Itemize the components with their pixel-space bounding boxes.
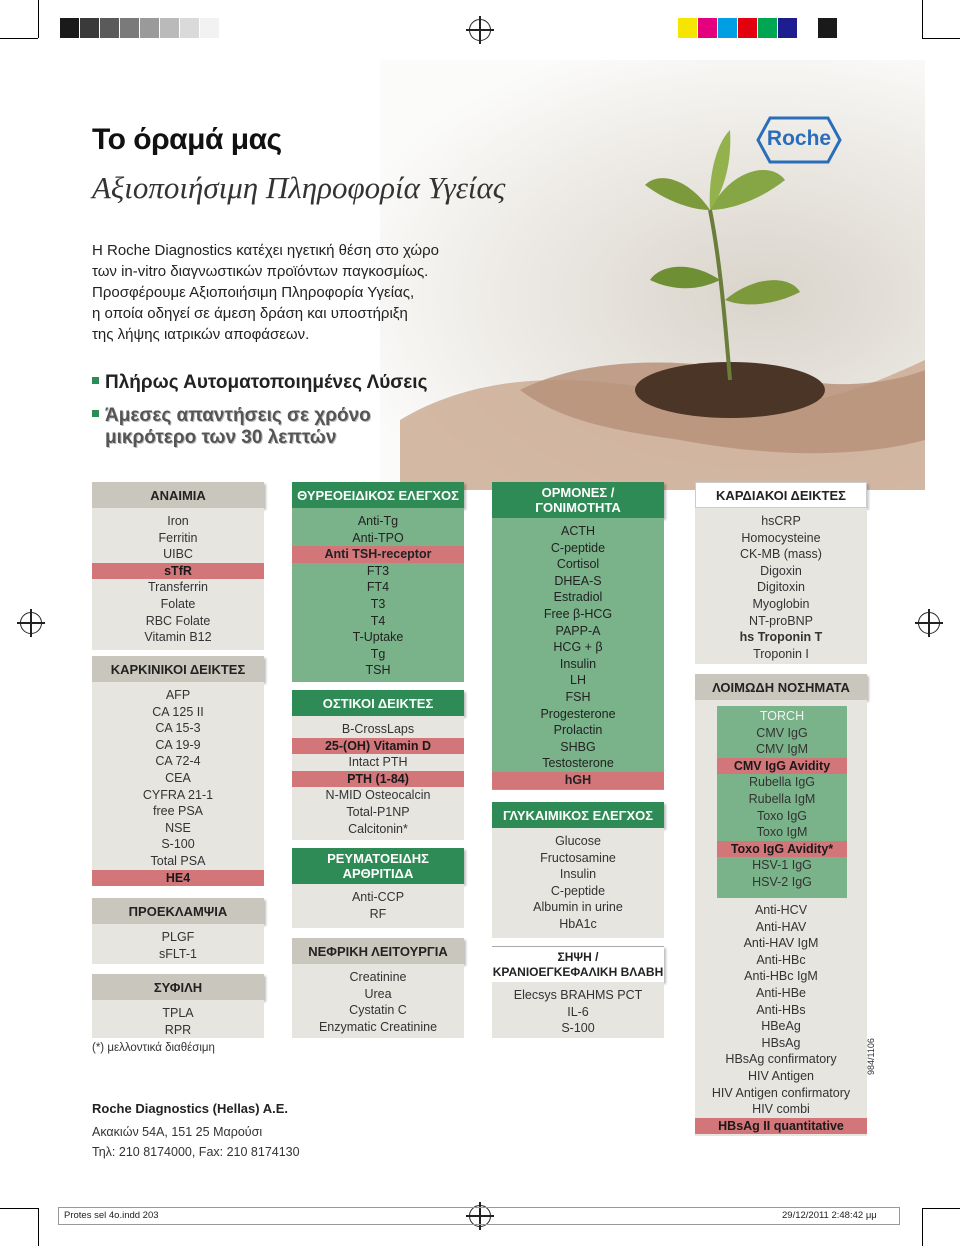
list-item: Anti-HAV (755, 919, 807, 934)
list-item: TORCH (759, 709, 805, 723)
list-item: Rubella IgM (748, 791, 816, 806)
list-item: C-peptide (550, 883, 606, 898)
bullet-square-icon (92, 410, 99, 417)
list-item: Progesterone (540, 706, 616, 721)
list-item: Folate (160, 596, 196, 611)
list-item: RBC Folate (145, 613, 211, 628)
list-item: T3 (370, 596, 386, 611)
list-item: Fructosamine (540, 850, 616, 865)
panel-body-loimodi (695, 700, 867, 1136)
list-item: CEA (165, 770, 191, 785)
list-item: CA 19-9 (155, 737, 201, 752)
bullet-text: μικρότερο των 30 λεπτών (105, 427, 337, 448)
panel-body-thyreoeidikos (292, 508, 464, 682)
panel-body-karkinikoi (92, 682, 264, 886)
list-item: Cortisol (556, 557, 600, 572)
company-address: Ακακιών 54Α, 151 25 Μαρούσι (92, 1125, 263, 1139)
list-item: T4 (370, 613, 386, 628)
bullet-automation (92, 372, 427, 394)
list-item: CA 72-4 (155, 754, 201, 769)
registration-mark-right (918, 612, 940, 634)
color-swatch (718, 18, 737, 38)
list-item: Cystatin C (349, 1003, 407, 1018)
torch-list (717, 708, 847, 891)
roche-logo (756, 116, 842, 164)
list-item: Toxo IgG (756, 808, 808, 823)
intro-line: Προσφέρουμε Αξιοποιήσιμη Πληροφορία Υγείας, (92, 284, 415, 301)
list-item: FSH (565, 689, 591, 704)
list-item: Glucose (555, 834, 601, 848)
list-item: HIV Antigen (747, 1068, 814, 1083)
list-item: SHBG (560, 739, 596, 754)
list-item: Intact PTH (348, 755, 408, 770)
list-item: Ferritin (158, 530, 198, 545)
color-swatch (678, 18, 697, 38)
list-item: Anti-TPO (352, 530, 404, 545)
print-code: 984/1106 (866, 1038, 876, 1075)
list-item: Anti-HBe (755, 985, 807, 1000)
list-item: CA 15-3 (155, 721, 201, 736)
list-item: S-100 (561, 1021, 595, 1036)
list-item: PLGF (161, 930, 195, 944)
list-item: HBsAg II quantitative (695, 1118, 867, 1135)
registration-mark-left (20, 612, 42, 634)
list-item: Calcitonin* (348, 821, 408, 836)
list-item: Anti-HAV IgM (743, 936, 819, 951)
color-swatch (200, 18, 219, 38)
color-swatch (120, 18, 139, 38)
panel-body-glykaimikos (492, 828, 664, 938)
list-item: TSH (365, 663, 391, 678)
list-item: PTH (1-84) (292, 771, 464, 788)
panel-header-sipsi: ΣΗΨΗ / ΚΡΑΝΙΟΕΓΚΕΦΑΛΙΚΗ ΒΛΑΒΗ (492, 946, 664, 982)
list-item: Estradiol (553, 590, 603, 605)
list-item: Anti-HBc IgM (744, 969, 818, 984)
color-swatch (758, 18, 777, 38)
panel-body-kardiakoi (695, 508, 867, 664)
roche-logo-text: Roche (766, 127, 832, 150)
list-item: ACTH (560, 524, 596, 538)
company-name: Roche Diagnostics (Hellas) A.E. (92, 1101, 289, 1116)
list-item: hsCRP (761, 514, 801, 528)
panel-header-kardiakoi: ΚΑΡΔΙΑΚΟΙ ΔΕΙΚΤΕΣ (695, 482, 867, 508)
list-item: Anti TSH-receptor (292, 546, 464, 563)
panel-body-syfili (92, 1000, 264, 1038)
bullet-text: Άμεσες απαντήσεις σε χρόνο (105, 405, 371, 426)
registration-mark-top (469, 19, 491, 41)
color-swatch (140, 18, 159, 38)
list-item: T-Uptake (352, 630, 404, 645)
color-swatch (160, 18, 179, 38)
bullet-square-icon (92, 377, 99, 384)
slug-datetime: 29/12/2011 2:48:42 μμ (782, 1210, 877, 1221)
list-item: Homocysteine (741, 530, 821, 545)
list-item: Insulin (559, 867, 597, 882)
list-item: HBeAg (761, 1019, 801, 1034)
intro-line: της λήψης ιατρικών αποφάσεων. (92, 326, 310, 343)
list-item: NT-proBNP (749, 613, 813, 628)
panel-body-nefriki (292, 964, 464, 1038)
list-item: HIV combi (752, 1102, 810, 1117)
intro-line: Η Roche Diagnostics κατέχει ηγετική θέση στο χώρο (92, 242, 440, 259)
panel-body-anaimia (92, 508, 264, 650)
panel-header-karkinikoi: ΚΑΡΚΙΝΙΚΟΙ ΔΕΙΚΤΕΣ (92, 656, 264, 682)
list-item: Urea (364, 986, 392, 1001)
list-item: C-peptide (550, 540, 606, 555)
color-swatch (60, 18, 79, 38)
list-item: UIBC (163, 547, 193, 562)
panel-header-ormones: ΟΡΜΟΝΕΣ / ΓΟΝΙΜΟΤΗΤΑ (492, 482, 664, 518)
panel-body-revmatoeidis (292, 884, 464, 928)
panel-body-ormones (492, 518, 664, 790)
panel-body-proeklampsia (92, 924, 264, 964)
slug-box (58, 1207, 900, 1225)
list-item: Toxo IgM (756, 825, 808, 840)
list-item: HSV-2 IgG (752, 874, 812, 889)
list-item: Anti-Tg (357, 514, 399, 528)
intro-line: η οποία οδηγεί σε άμεση δράση και υποστήριξη (92, 305, 408, 322)
list-item: sTfR (92, 563, 264, 580)
list-item: Total-P1NP (346, 804, 410, 819)
bullet-fast-results (92, 405, 371, 449)
list-item: Enzymatic Creatinine (318, 1019, 438, 1034)
list-item: HIV Antigen confirmatory (711, 1085, 851, 1100)
panel-header-revmatoeidis: ΡΕΥΜΑΤΟΕΙΔΗΣ ΑΡΘΡΙΤΙΔΑ (292, 848, 464, 884)
color-swatch (100, 18, 119, 38)
list-item: HSV-1 IgG (752, 858, 812, 873)
list-item: Creatinine (349, 970, 407, 984)
list-item: HbA1c (559, 916, 597, 931)
list-item: Iron (167, 514, 189, 528)
list-item: PAPP-A (555, 623, 601, 638)
list-item: hGH (492, 772, 664, 789)
list-item: S-100 (161, 837, 195, 852)
color-swatch (778, 18, 797, 38)
list-item: CMV IgG Avidity (717, 758, 847, 775)
footnote: (*) μελλοντικά διαθέσιμη (92, 1042, 215, 1054)
panel-header-glykaimikos: ΓΛΥΚΑΙΜΙΚΟΣ ΕΛΕΓΧΟΣ (492, 802, 664, 828)
list-item: B-CrossLaps (341, 722, 415, 736)
panel-header-ostikoi: ΟΣΤΙΚΟΙ ΔΕΙΚΤΕΣ (292, 690, 464, 716)
list-item: Myoglobin (752, 596, 810, 611)
list-item: Troponin I (753, 646, 809, 661)
list-item: Testosterone (542, 756, 614, 771)
list-item: Vitamin B12 (144, 630, 212, 645)
list-item: HCG + β (553, 640, 603, 655)
color-swatch (180, 18, 199, 38)
infectious-list (695, 902, 867, 1134)
color-swatch (818, 18, 837, 38)
list-item: Anti-CCP (351, 890, 405, 904)
panel-header-nefriki: ΝΕΦΡΙΚΗ ΛΕΙΤΟΥΡΓΙΑ (292, 938, 464, 964)
list-item: IL-6 (567, 1004, 589, 1019)
color-swatch (698, 18, 717, 38)
panel-header-anaimia: ΑΝΑΙΜΙΑ (92, 482, 264, 508)
list-item: Free β-HCG (543, 606, 613, 621)
page-subtitle: Αξιοποιήσιμη Πληροφορία Υγείας (92, 170, 506, 205)
panel-header-syfili: ΣΥΦΙΛΗ (92, 974, 264, 1000)
list-item: Prolactin (553, 723, 603, 738)
list-item: Tg (370, 646, 386, 661)
list-item: CMV IgG (756, 725, 808, 740)
list-item: Rubella IgG (748, 775, 815, 790)
list-item: Anti-HBs (756, 1002, 806, 1017)
list-item: Toxo IgG Avidity* (717, 841, 847, 858)
list-item: hs Troponin T (739, 630, 823, 645)
list-item: CYFRA 21-1 (142, 787, 214, 802)
slug-file-name: Protes sel 4o.indd 203 (64, 1210, 159, 1221)
panel-body-sipsi (492, 982, 664, 1038)
list-item: Elecsys BRAHMS PCT (513, 988, 643, 1002)
bullet-text: Πλήρως Αυτοματοποιημένες Λύσεις (105, 372, 428, 393)
list-item: FT3 (366, 563, 390, 578)
list-item: HBsAg (761, 1035, 801, 1050)
list-item: CMV IgM (755, 742, 809, 757)
list-item: DHEA-S (554, 573, 602, 588)
list-item: HBsAg confirmatory (725, 1052, 837, 1067)
list-item: AFP (165, 688, 191, 702)
list-item: FT4 (366, 580, 390, 595)
list-item: Digoxin (760, 563, 802, 578)
list-item: 25-(OH) Vitamin D (292, 738, 464, 755)
list-item: CK-MB (mass) (740, 547, 822, 562)
list-item: N-MID Osteocalcin (325, 788, 431, 803)
color-swatch (80, 18, 99, 38)
list-item: Transferrin (148, 580, 208, 595)
panel-body-ostikoi (292, 716, 464, 840)
panel-header-proeklampsia: ΠΡΟΕΚΛΑΜΨΙΑ (92, 898, 264, 924)
color-swatch (738, 18, 757, 38)
list-item: Anti-HBc (756, 952, 806, 967)
list-item: NSE (165, 820, 191, 835)
list-item: LH (570, 673, 586, 688)
list-item: Digitoxin (757, 580, 805, 595)
list-item: TPLA (162, 1006, 194, 1020)
list-item: CA 125 II (152, 704, 204, 719)
list-item: Anti-HCV (754, 903, 808, 917)
color-swatch (798, 18, 817, 38)
intro-line: των in-vitro διαγνωστικών προϊόντων παγκοσμίως. (92, 263, 429, 280)
company-phone: Τηλ: 210 8174000, Fax: 210 8174130 (92, 1145, 300, 1159)
list-item: Insulin (559, 656, 597, 671)
panel-header-thyreoeidikos: ΘΥΡΕΟΕΙΔΙΚΟΣ ΕΛΕΓΧΟΣ (292, 482, 464, 508)
list-item: HE4 (92, 870, 264, 887)
page-title: Το όραμά μας (92, 123, 282, 156)
list-item: free PSA (152, 804, 204, 819)
panel-header-loimodi: ΛΟΙΜΩΔΗ ΝΟΣΗΜΑΤΑ (695, 674, 867, 700)
list-item: RPR (164, 1022, 192, 1037)
intro-paragraph (92, 240, 472, 345)
list-item: sFLT-1 (159, 946, 197, 961)
list-item: Total PSA (150, 853, 206, 868)
list-item: RF (369, 906, 387, 921)
list-item: Albumin in urine (533, 900, 623, 915)
